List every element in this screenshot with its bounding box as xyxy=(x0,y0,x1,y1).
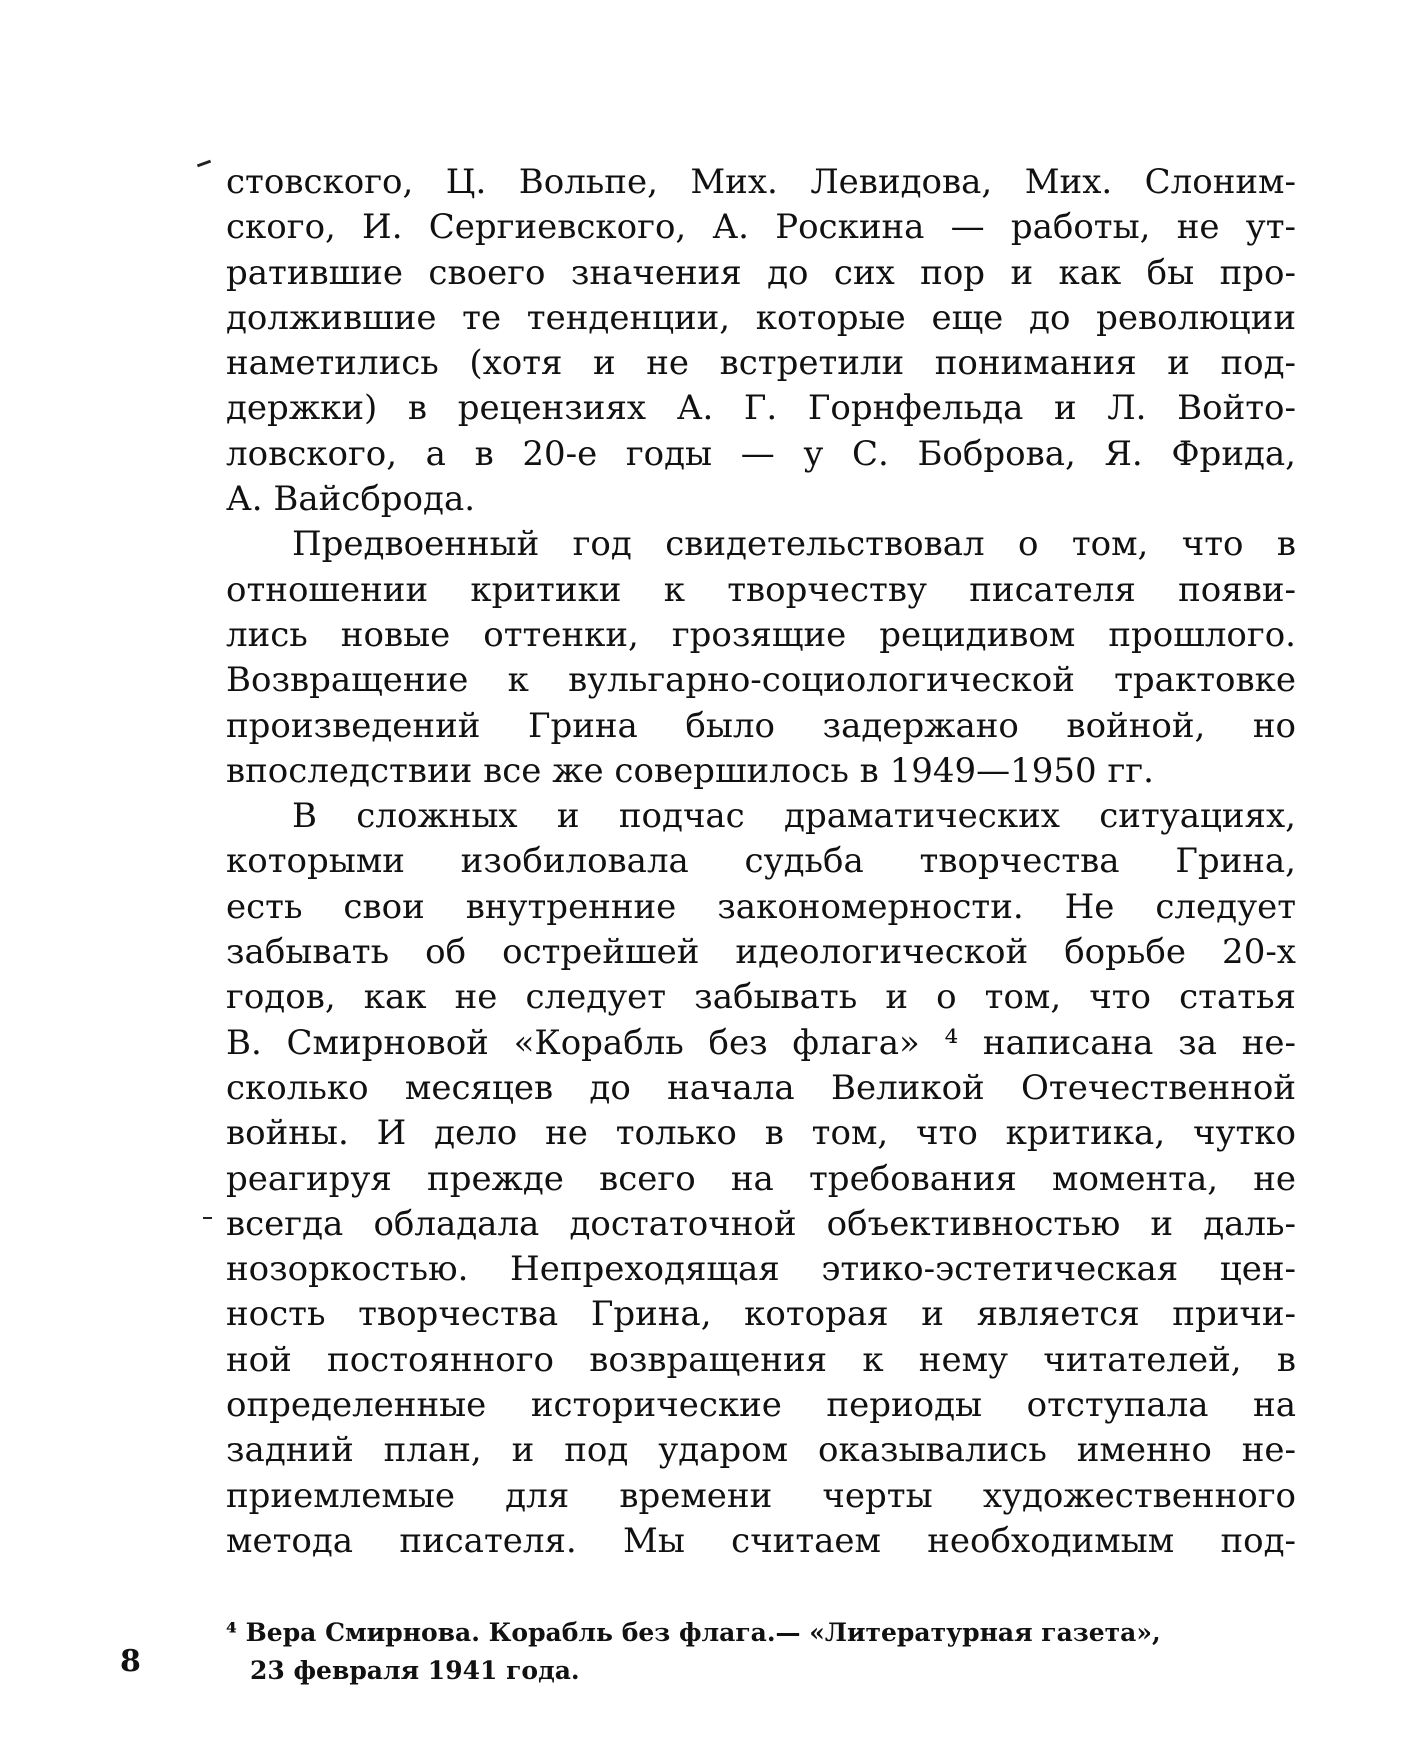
text-line: задний план, и под ударом оказывались именно не- xyxy=(226,1430,1296,1471)
text-line: метода писателя. Мы считаем необходимым под- xyxy=(226,1520,1296,1561)
text-line: впоследствии все же совершилось в 1949—1950 гг. xyxy=(226,750,1154,791)
text-line: приемлемые для времени черты художественного xyxy=(226,1475,1296,1516)
text-line: которыми изобиловала судьба творчества Грина, xyxy=(226,841,1296,882)
text-line: ловского, а в 20-е годы — у С. Боброва, Я. Фрида, xyxy=(226,433,1296,474)
text-line: Возвращение к вульгарно-социологической трактовке xyxy=(226,660,1296,701)
text-line: нозоркостью. Непреходящая этико-эстетическая цен- xyxy=(226,1249,1296,1290)
body-text xyxy=(226,160,1296,1564)
text-line: ского, И. Сергиевского, А. Роскина — работы, не ут- xyxy=(226,207,1296,248)
text-line: годов, как не следует забывать и о том, что статья xyxy=(226,977,1296,1018)
text-line: реагируя прежде всего на требования момента, не xyxy=(226,1158,1296,1199)
text-line: держки) в рецензиях А. Г. Горнфельда и Л. Войто- xyxy=(226,388,1296,429)
scan-speck xyxy=(203,1217,212,1219)
text-line: войны. И дело не только в том, что критика, чутко xyxy=(226,1113,1296,1154)
text-line: определенные исторические периоды отступала на xyxy=(226,1385,1296,1426)
text-line: ратившие своего значения до сих пор и как бы про- xyxy=(226,252,1296,293)
footnote xyxy=(226,1614,1296,1690)
text-line: стовского, Ц. Вольпе, Мих. Левидова, Мих. Слоним- xyxy=(226,162,1296,202)
text-line: сколько месяцев до начала Великой Отечественной xyxy=(226,1067,1296,1108)
text-line: отношении критики к творчеству писателя появи- xyxy=(226,569,1296,610)
scan-speck xyxy=(197,160,211,168)
footnote-line: ⁴ Вера Смирнова. Корабль без флага.— «Литературная газета», xyxy=(226,1618,1161,1647)
text-line: лись новые оттенки, грозящие рецидивом прошлого. xyxy=(226,614,1296,655)
paragraph-first-line: Предвоенный год свидетельствовал о том, что в xyxy=(292,524,1296,565)
text-line: произведений Грина было задержано войной, но xyxy=(226,705,1296,746)
text-line: ность творчества Грина, которая и является причи- xyxy=(226,1294,1296,1335)
text-line: забывать об острейшей идеологической борьбе 20-х xyxy=(226,932,1296,973)
text-line: должившие те тенденции, которые еще до революции xyxy=(226,297,1296,338)
text-line: ной постоянного возвращения к нему читателей, в xyxy=(226,1339,1296,1380)
text-line: В. Смирновой «Корабль без флага» ⁴ написана за не- xyxy=(226,1022,1296,1063)
text-line: наметились (хотя и не встретили понимания и под- xyxy=(226,343,1296,384)
paragraph-first-line: В сложных и подчас драматических ситуациях, xyxy=(292,796,1296,837)
text-line: есть свои внутренние закономерности. Не следует xyxy=(226,886,1296,927)
text-line: всегда обладала достаточной объективностью и даль- xyxy=(226,1203,1296,1244)
text-line: А. Вайсброда. xyxy=(226,479,476,520)
page-number: 8 xyxy=(120,1644,141,1679)
footnote-line: 23 февраля 1941 года. xyxy=(250,1656,580,1685)
